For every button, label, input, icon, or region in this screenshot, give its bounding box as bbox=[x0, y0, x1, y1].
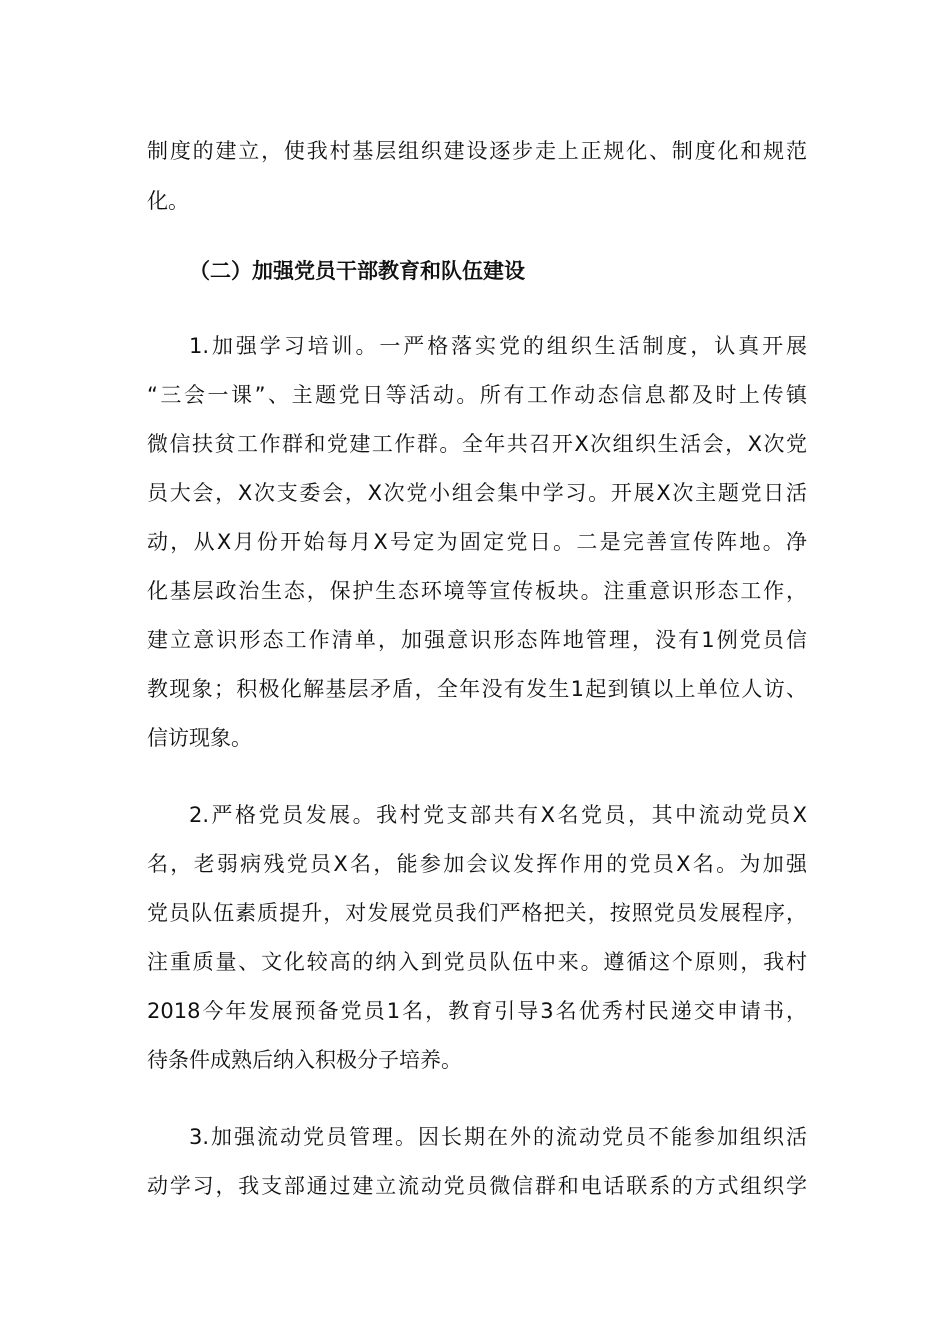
paragraph2-line: 2018今年发展预备党员1名，教育引导3名优秀村民递交申请书， bbox=[147, 999, 807, 1023]
paragraph3-line: 3.加强流动党员管理。因长期在外的流动党员不能参加组织活 bbox=[189, 1125, 807, 1149]
paragraph1-line: 建立意识形态工作清单，加强意识形态阵地管理，没有1例党员信 bbox=[147, 628, 807, 652]
paragraph1-line: 员大会，X次支委会，X次党小组会集中学习。开展X次主题党日活 bbox=[147, 481, 807, 505]
paragraph1-line: 1.加强学习培训。一严格落实党的组织生活制度，认真开展 bbox=[189, 334, 807, 358]
paragraph1-line: 信访现象。 bbox=[147, 726, 252, 750]
section-heading: （二）加强党员干部教育和队伍建设 bbox=[189, 259, 525, 283]
paragraph1-line: 微信扶贫工作群和党建工作群。全年共召开X次组织生活会，X次党 bbox=[147, 432, 807, 456]
paragraph2-line: 注重质量、文化较高的纳入到党员队伍中来。遵循这个原则，我村 bbox=[147, 950, 807, 974]
paragraph2-line: 待条件成熟后纳入积极分子培养。 bbox=[147, 1048, 462, 1072]
paragraph2-line: 党员队伍素质提升，对发展党员我们严格把关，按照党员发展程序， bbox=[147, 901, 807, 925]
paragraph3-line: 动学习，我支部通过建立流动党员微信群和电话联系的方式组织学 bbox=[147, 1174, 807, 1198]
intro-line: 化。 bbox=[147, 189, 189, 213]
paragraph1-line: 动，从X月份开始每月X号定为固定党日。二是完善宣传阵地。净 bbox=[147, 530, 807, 554]
paragraph1-line: 化基层政治生态，保护生态环境等宣传板块。注重意识形态工作， bbox=[147, 579, 807, 603]
intro-line: 制度的建立，使我村基层组织建设逐步走上正规化、制度化和规范 bbox=[147, 139, 807, 163]
paragraph2-line: 名，老弱病残党员X名，能参加会议发挥作用的党员X名。为加强 bbox=[147, 852, 807, 876]
paragraph2-line: 2.严格党员发展。我村党支部共有X名党员，其中流动党员X bbox=[189, 803, 807, 827]
paragraph1-line: 教现象；积极化解基层矛盾，全年没有发生1起到镇以上单位人访、 bbox=[147, 677, 807, 701]
paragraph1-line: “三会一课”、主题党日等活动。所有工作动态信息都及时上传镇 bbox=[147, 383, 807, 407]
